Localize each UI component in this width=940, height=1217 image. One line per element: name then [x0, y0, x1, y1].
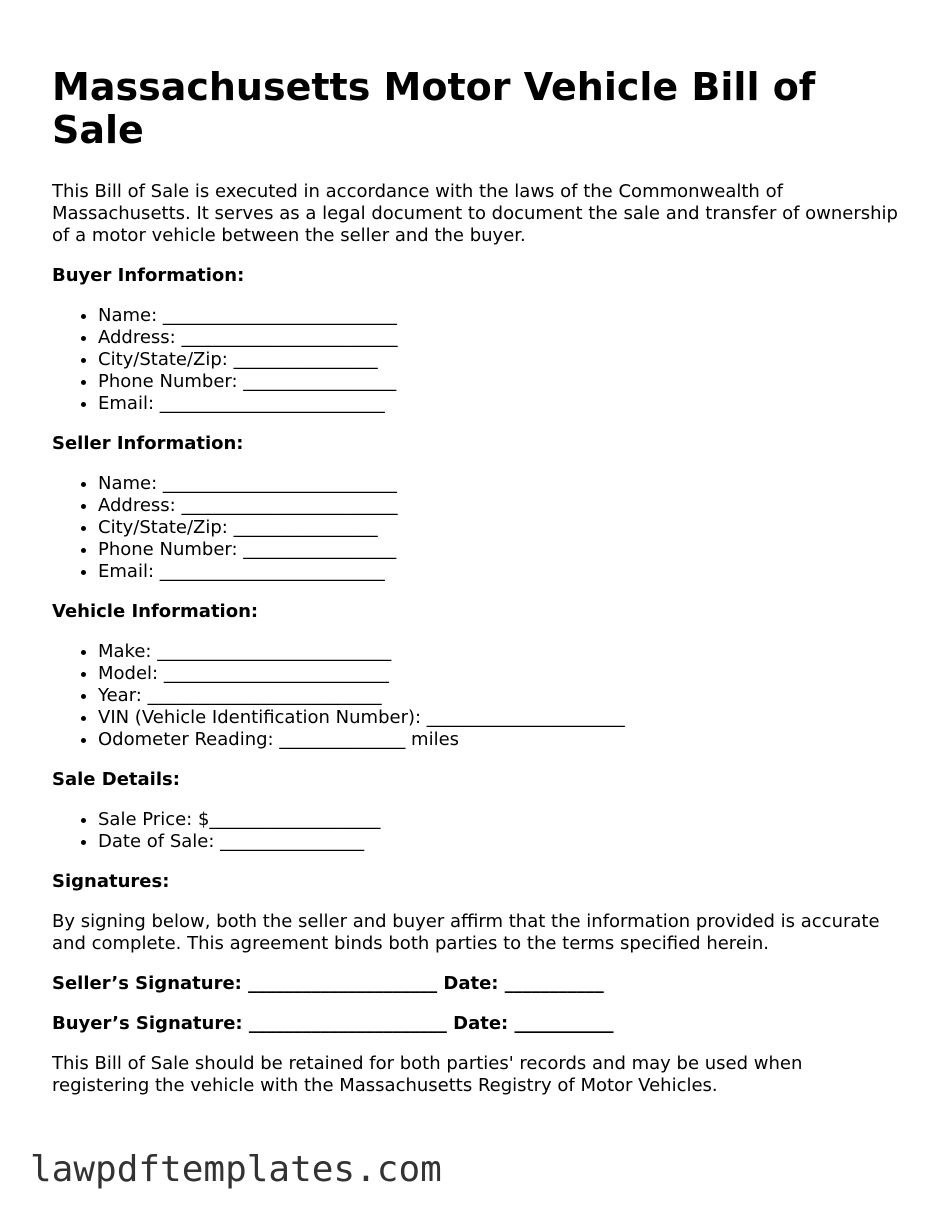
- document-title: Massachusetts Motor Vehicle Bill of Sale: [52, 65, 816, 152]
- signatures-section-heading: Signatures:: [52, 871, 170, 892]
- buyer-section-heading: Buyer Information:: [52, 265, 245, 286]
- vehicle-make-field: • Make: __________________________: [98, 641, 902, 663]
- signatures-intro: By signing below, both the seller and buyer affirm that the information provided is accurate and complete. This agreement binds both parties to the terms specified herein.: [52, 911, 880, 954]
- intro-paragraph: This Bill of Sale is executed in accordance with the laws of the Commonwealth of Massachusetts. It serves as a legal document to document the sale and transfer of ownership of a motor vehicle between the seller and the buyer.: [52, 181, 898, 246]
- seller-name-field: • Name: __________________________: [98, 473, 902, 495]
- vehicle-vin-field: • VIN (Vehicle Identification Number): ______________________: [98, 707, 902, 729]
- watermark: lawpdftemplates.com: [30, 1149, 442, 1190]
- retention-note: This Bill of Sale should be retained for both parties' records and may be used when registering the vehicle with the Massachusetts Registry of Motor Vehicles.: [52, 1053, 803, 1096]
- vehicle-section-heading: Vehicle Information:: [52, 601, 259, 622]
- seller-phone-field: • Phone Number: _________________: [98, 539, 902, 561]
- seller-email-field: • Email: _________________________: [98, 561, 902, 583]
- sale-price-field: • Sale Price: $___________________: [98, 809, 902, 831]
- sale-section-heading: Sale Details:: [52, 769, 180, 790]
- sale-date-field: • Date of Sale: ________________: [98, 831, 902, 853]
- buyer-email-field: • Email: _________________________: [98, 393, 902, 415]
- buyer-phone-field: • Phone Number: _________________: [98, 371, 902, 393]
- buyer-city-state-zip-field: • City/State/Zip: ________________: [98, 349, 902, 371]
- seller-city-state-zip-field: • City/State/Zip: ________________: [98, 517, 902, 539]
- vehicle-fields-list: [52, 641, 902, 751]
- document-page: [52, 66, 902, 1097]
- vehicle-model-field: • Model: _________________________: [98, 663, 902, 685]
- buyer-address-field: • Address: ________________________: [98, 327, 902, 349]
- buyer-signature-line: Buyer’s Signature: ______________________ Date: ___________: [52, 1013, 614, 1034]
- seller-address-field: • Address: ________________________: [98, 495, 902, 517]
- seller-signature-line: Seller’s Signature: _____________________ Date: ___________: [52, 973, 604, 994]
- buyer-fields-list: [52, 305, 902, 415]
- buyer-name-field: • Name: __________________________: [98, 305, 902, 327]
- sale-fields-list: [52, 809, 902, 853]
- vehicle-year-field: • Year: __________________________: [98, 685, 902, 707]
- seller-section-heading: Seller Information:: [52, 433, 244, 454]
- vehicle-odometer-field: • Odometer Reading: ______________ miles: [98, 729, 902, 751]
- seller-fields-list: [52, 473, 902, 583]
